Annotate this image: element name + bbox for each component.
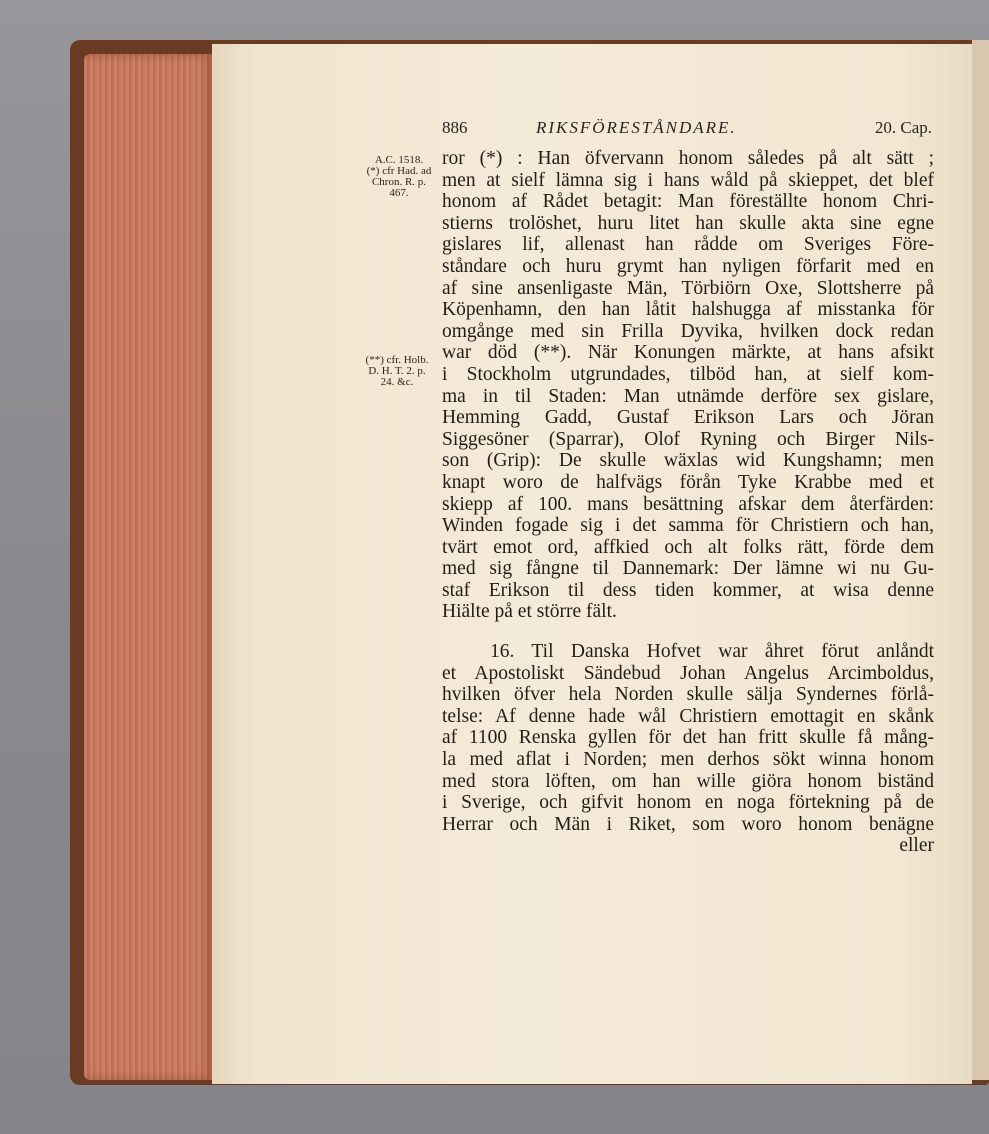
running-title: RIKSFÖRESTÅNDARE.	[536, 118, 737, 137]
text-line: men at sielf lämna sig i hans wåld på skieppet, det blef	[442, 169, 934, 191]
text-line: ma in til Staden: Man utnämde derföre sex gislare,	[442, 385, 934, 407]
text-line: med stora löften, om han wille giöra honom biständ	[442, 770, 934, 792]
text-line: med sig fångne til Dannemark: Der lämne wi nu Gu-	[442, 558, 934, 580]
text-line: af 1100 Renska gyllen för det han fritt skulle få mång-	[442, 727, 934, 749]
margin-note-1	[357, 155, 441, 199]
text-line: et Apostoliskt Sändebud Johan Angelus Arcimboldus,	[442, 662, 934, 684]
text-line: Hiälte på et större fält.	[442, 601, 617, 623]
text-line: i Stockholm utgrundades, tilböd han, at sielf kom-	[442, 363, 934, 385]
margin-note-line: 467.	[389, 187, 409, 199]
text-line: stierns trolöshet, huru litet han skulle akta sine egne	[442, 212, 934, 234]
page-block-edge	[84, 54, 214, 1080]
text-line: ror (*) : Han öfvervann honom således på alt sätt ;	[442, 148, 934, 169]
facing-page-strip	[972, 40, 989, 1080]
text-line: ståndare och huru grymt han nyligen förfarit med en	[442, 255, 934, 277]
text-line: Hemming Gadd, Gustaf Erikson Lars och Jöran	[442, 407, 934, 429]
text-line: staf Erikson til dess tiden kommer, at wisa denne	[442, 579, 934, 601]
text-line: i Sverige, och gifvit honom en noga förtekning på de	[442, 792, 934, 814]
text-line: Winden fogade sig i det samma för Christiern och han,	[442, 515, 934, 537]
margin-note-line: (*) cfr Had. ad	[366, 165, 432, 177]
text-line: tvärt emot ord, affkied och alt folks rätt, förde dem	[442, 536, 934, 558]
text-line: omgånge med sin Frilla Dyvika, hvilken dock redan	[442, 320, 934, 342]
margin-note-line: 24. &c.	[380, 376, 414, 388]
body-text	[442, 148, 934, 857]
margin-note-line: Chron. R. p.	[371, 176, 427, 188]
text-line: Köpenhamn, den han låtit halshugga af misstanka för	[442, 299, 934, 321]
text-line: hvilken öfver hela Norden skulle sälja Syndernes förlå-	[442, 684, 934, 706]
paragraph-start-line: 16. Til Danska Hofvet war åhret förut anlåndt	[490, 641, 934, 663]
text-line: honom af Rådet betagit: Man föreställte honom Chri-	[442, 191, 934, 213]
page-number: 886	[442, 118, 468, 137]
running-head	[442, 118, 932, 140]
catchword: eller	[899, 835, 934, 857]
margin-note-2	[355, 355, 439, 388]
margin-note-line: A.C. 1518.	[374, 154, 424, 166]
text-line: Herrar och Män i Riket, som woro honom benägne	[442, 813, 934, 835]
text-line: war död (**). När Konungen märkte, at hans afsikt	[442, 342, 934, 364]
text-line: af sine ansenligaste Män, Törbiörn Oxe, Slottsherre på	[442, 277, 934, 299]
margin-note-line: D. H. T. 2. p.	[368, 365, 426, 377]
chapter-label: 20. Cap.	[874, 118, 932, 137]
text-line: telse: Af denne hade wål Christiern emottagit en skånk	[442, 705, 934, 727]
margin-note-line: (**) cfr. Holb.	[365, 354, 429, 366]
text-line: gislares lif, allenast han rådde om Sveriges Före-	[442, 234, 934, 256]
text-line: knapt woro de halfvägs förån Tyke Krabbe med et	[442, 471, 934, 493]
text-line: son (Grip): De skulle wäxlas wid Kungshamn; men	[442, 450, 934, 472]
text-line: Siggesöner (Sparrar), Olof Ryning och Birger Nils-	[442, 428, 934, 450]
text-line: la med aflat i Norden; men derhos sökt winna honom	[442, 749, 934, 771]
text-line: skiepp af 100. mans besättning afskar dem återfärden:	[442, 493, 934, 515]
